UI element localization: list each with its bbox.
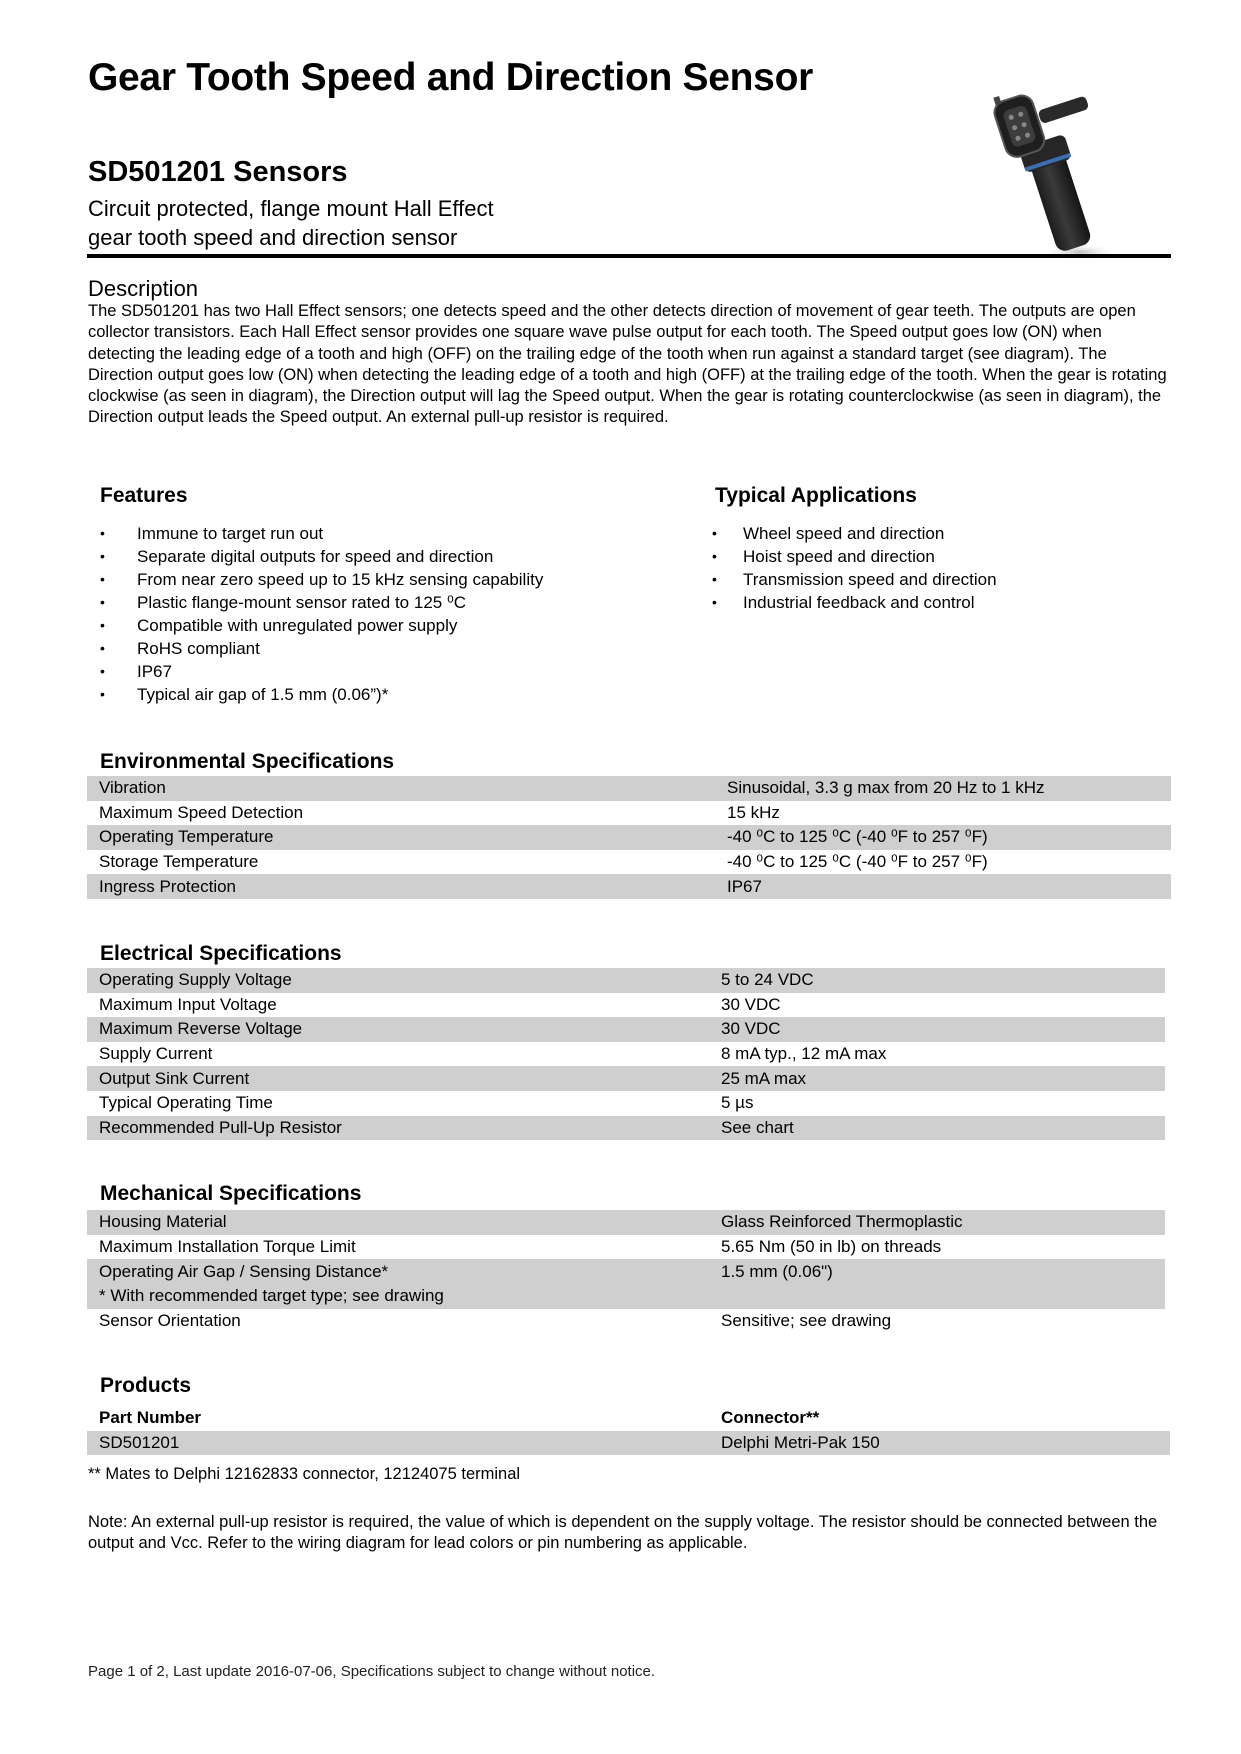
application-item: • Hoist speed and direction [712,547,935,566]
description-heading: Description [88,276,199,301]
feature-item: • Typical air gap of 1.5 mm (0.06”)* [100,685,389,704]
tagline-line-2: gear tooth speed and direction sensor [88,225,458,250]
table-row: Maximum Reverse Voltage 30 VDC [87,1017,1165,1042]
table-row: Operating Air Gap / Sensing Distance* * With recommended target type; see drawing 1.5 mm (0.06") [87,1259,1165,1309]
bullet-icon: • [712,594,717,610]
connector-footnote: ** Mates to Delphi 12162833 connector, 12124075 terminal [88,1465,521,1483]
bullet-icon: • [100,525,105,541]
table-row: SD501201 Delphi Metri-Pak 150 [87,1431,1170,1456]
table-row: Output Sink Current 25 mA max [87,1066,1165,1091]
table-row: Sensor Orientation Sensitive; see drawing [99,1311,892,1331]
description-text: The SD501201 has two Hall Effect sensors; one detects speed and the other detects direction of movement of gear teeth. The outputs are open collector transistors. Each Hall Effect sensor provides one square wave pulse output for each tooth. The Speed output goes low (ON) when detecting the leading edge of a tooth and high (OFF) on the trailing edge of the tooth when run against a standard target (see diagram). The Direction output goes low (ON) when detecting the leading edge of a tooth and high (OFF) at the trailing edge of the tooth. When the gear is rotating clockwise (as seen in diagram), the Direction output will lag the Speed output. When the gear is rotating counterclockwise (as seen in diagram), the Direction output leads the Speed output. An external pull-up resistor is required. [88,302,1167,427]
page-title: Gear Tooth Speed and Direction Sensor [88,56,813,99]
applications-heading: Typical Applications [715,484,917,507]
products-heading: Products [100,1374,192,1397]
bullet-icon: • [100,640,105,656]
row-sublabel: * With recommended target type; see drawing [99,1286,444,1306]
product-tagline [88,194,648,252]
sensor-photo-icon [975,82,1125,262]
products-table [87,1406,1170,1455]
table-row: Maximum Input Voltage 30 VDC [99,994,781,1014]
table-row: Recommended Pull-Up Resistor See chart [87,1116,1165,1141]
environmental-specs-heading: Environmental Specifications [100,750,395,773]
features-list [100,522,543,706]
feature-item: • Plastic flange-mount sensor rated to 125 ⁰C [100,593,467,612]
table-row: Operating Temperature -40 ⁰C to 125 ⁰C (-40 ⁰F to 257 ⁰F) [87,825,1171,850]
bullet-icon: • [100,617,105,633]
bullet-icon: • [100,594,105,610]
bullet-icon: • [712,525,717,541]
table-row: Supply Current 8 mA typ., 12 mA max [99,1044,887,1064]
bullet-icon: • [712,548,717,564]
bullet-icon: • [100,548,105,564]
environmental-specs-table [87,776,1171,899]
row-label: Operating Air Gap / Sensing Distance* [99,1262,389,1282]
applications-list [712,522,997,614]
table-row: Maximum Installation Torque Limit 5.65 Nm (50 in lb) on threads [99,1236,942,1256]
feature-item: • RoHS compliant [100,639,260,658]
table-row: Housing Material Glass Reinforced Thermoplastic [87,1210,1165,1235]
column-header-connector: Connector** [721,1408,820,1428]
feature-item: • IP67 [100,662,172,681]
table-row: Ingress Protection IP67 [87,874,1171,899]
features-heading: Features [100,484,188,507]
application-item: • Wheel speed and direction [712,524,945,543]
application-item: • Industrial feedback and control [712,593,975,612]
table-row: Storage Temperature -40 ⁰C to 125 ⁰C (-40 ⁰F to 257 ⁰F) [99,852,988,872]
bullet-icon: • [100,571,105,587]
mechanical-specs-table [87,1210,1165,1334]
mechanical-specs-heading: Mechanical Specifications [100,1182,362,1205]
tagline-line-1: Circuit protected, flange mount Hall Effect [88,196,494,221]
header-divider [87,254,1171,258]
column-header-part-number: Part Number [99,1408,202,1428]
pull-up-resistor-note: Note: An external pull-up resistor is required, the value of which is dependent on the supply voltage. The resistor should be connected between the output and Vcc. Refer to the wiring diagram for lead colors or pin numbering as applicable. [88,1513,1158,1552]
product-series-title: SD501201 Sensors [88,156,348,188]
table-row: Operating Supply Voltage 5 to 24 VDC [87,968,1165,993]
feature-item: • Immune to target run out [100,524,324,543]
table-row: Typical Operating Time 5 µs [99,1093,754,1113]
table-header-row [87,1406,1170,1431]
table-row: Maximum Speed Detection 15 kHz [99,802,780,822]
electrical-specs-table [87,968,1165,1140]
sensor-product-image [975,82,1125,262]
bullet-icon: • [712,571,717,587]
feature-item: • From near zero speed up to 15 kHz sensing capability [100,570,544,589]
table-row: Vibration Sinusoidal, 3.3 g max from 20 Hz to 1 kHz [87,776,1171,801]
feature-item: • Separate digital outputs for speed and direction [100,547,494,566]
bullet-icon: • [100,686,105,702]
application-item: • Transmission speed and direction [712,570,997,589]
page-footer: Page 1 of 2, Last update 2016-07-06, Specifications subject to change without notice. [88,1663,656,1680]
electrical-specs-heading: Electrical Specifications [100,942,342,965]
feature-item: • Compatible with unregulated power supply [100,616,458,635]
bullet-icon: • [100,663,105,679]
